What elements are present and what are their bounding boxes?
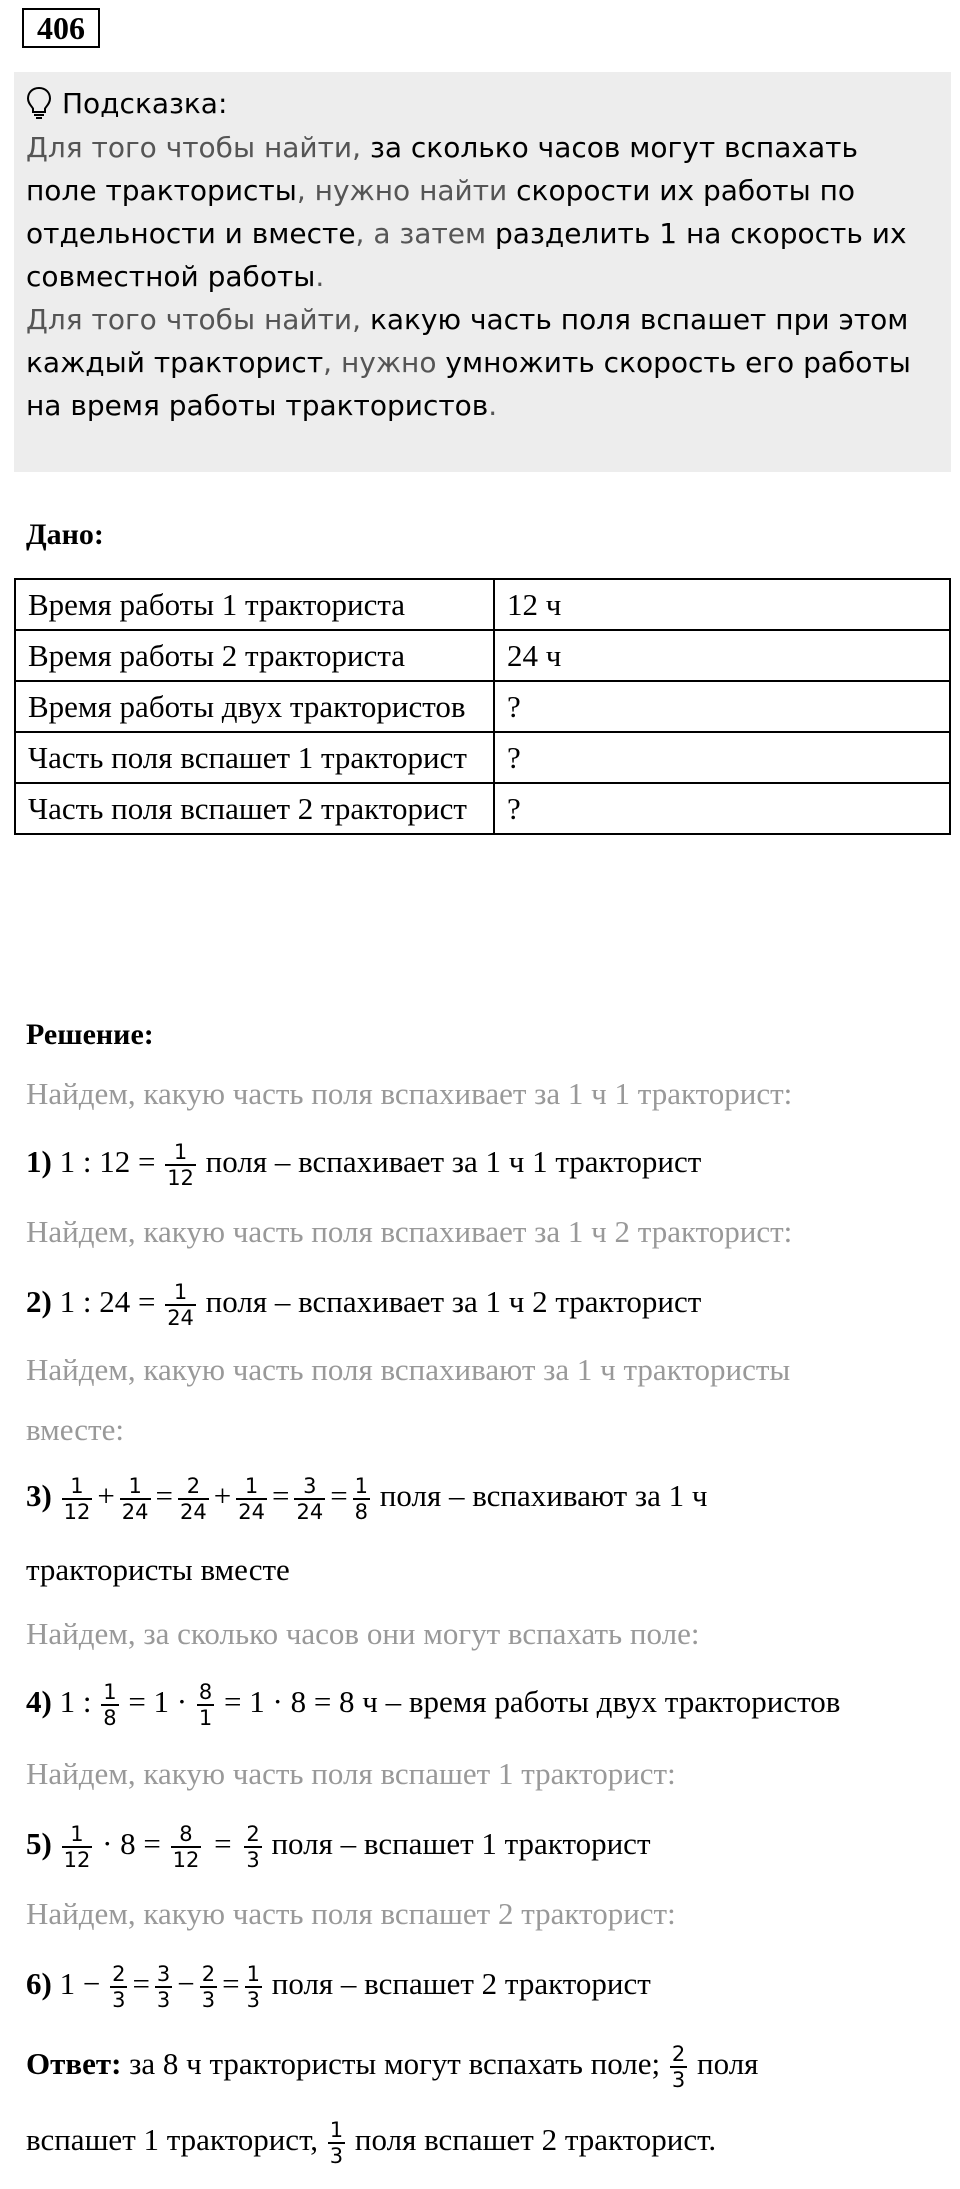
- row-value: ?: [494, 783, 950, 834]
- answer-line-2: [26, 2118, 716, 2168]
- row-name: Часть поля вспашет 1 тракторист: [15, 732, 494, 783]
- step-number: 2): [26, 1284, 52, 1320]
- fraction: $\frac{1}{8}$: [103, 1680, 117, 1730]
- hint-segment: , а затем: [355, 217, 496, 250]
- operator: =: [222, 1966, 240, 2002]
- step-text: = 1 · 8 = 8 ч – время работы двух трактористов: [224, 1684, 841, 1720]
- table-row: [15, 681, 950, 732]
- operator: +: [97, 1478, 115, 1514]
- answer-text: поля: [697, 2046, 759, 2082]
- comment-6: Найдем, какую часть поля вспашет 2 тракторист:: [26, 1896, 676, 1931]
- step-6: [26, 1962, 651, 2012]
- row-name: Часть поля вспашет 2 тракторист: [15, 783, 494, 834]
- hint-segment: .: [488, 389, 498, 422]
- operator: =: [271, 1478, 290, 1514]
- expression: 1 :: [59, 1684, 92, 1720]
- fraction: $\frac{1}{12}$: [167, 1140, 194, 1190]
- row-name: Время работы 2 тракториста: [15, 630, 494, 681]
- row-value: ?: [494, 732, 950, 783]
- comment-5: Найдем, какую часть поля вспашет 1 тракторист:: [26, 1756, 676, 1791]
- answer-text: за 8 ч трактористы могут вспахать поле;: [129, 2046, 661, 2082]
- table-row: [15, 630, 950, 681]
- step-number: 6): [26, 1966, 52, 2002]
- fraction: $\frac{1}{3}$: [329, 2118, 344, 2168]
- hint-segment: за сколько часов могут вспахать поле трактористы: [26, 131, 858, 207]
- comment-2: Найдем, какую часть поля вспахивает за 1 ч 2 тракторист:: [26, 1214, 793, 1249]
- fraction: $\frac{1}{3}$: [246, 1962, 261, 2012]
- step-text: поля – вспахивают за 1 ч: [379, 1478, 708, 1514]
- hint-paragraph-1: [26, 126, 937, 298]
- operator: +: [213, 1478, 232, 1514]
- expression: 1 : 12 =: [59, 1144, 156, 1180]
- hint-paragraph-2: [26, 298, 937, 427]
- row-value: 24 ч: [494, 630, 950, 681]
- step-number: 5): [26, 1826, 52, 1862]
- hint-segment: .: [315, 260, 325, 293]
- hint-segment: Для того чтобы найти,: [26, 303, 370, 336]
- given-heading: Дано:: [26, 518, 104, 551]
- fraction: $\frac{2}{3}$: [246, 1822, 260, 1872]
- expression: 1 : 24 =: [59, 1284, 156, 1320]
- hint-segment: скорости их работы по отдельности и вместе: [26, 174, 856, 250]
- step-text: поля – вспашет 1 тракторист: [271, 1826, 651, 1862]
- hint-segment: Для того чтобы найти,: [26, 131, 370, 164]
- operator: =: [214, 1826, 232, 1862]
- fraction: $\frac{1}{24}$: [167, 1280, 194, 1330]
- hint-segment: , нужно найти: [296, 174, 517, 207]
- step-text: поля – вспахивает за 1 ч 2 тракторист: [205, 1284, 702, 1320]
- expression: = 1 ·: [128, 1684, 188, 1720]
- fraction: $\frac{2}{3}$: [201, 1962, 216, 2012]
- step-5: [26, 1822, 651, 1872]
- table-row: [15, 732, 950, 783]
- hint-segment: какую часть поля вспашет при этом каждый тракторист: [26, 303, 909, 379]
- hint-header: [26, 82, 937, 124]
- fraction: $\frac{8}{12}$: [172, 1822, 200, 1872]
- step-4: [26, 1680, 840, 1730]
- lightbulb-icon: [26, 86, 52, 120]
- row-value: 12 ч: [494, 579, 950, 630]
- fraction: $\frac{2}{24}$: [180, 1474, 207, 1524]
- operator: =: [155, 1478, 174, 1514]
- step-text: поля – вспашет 2 тракторист: [271, 1966, 651, 2002]
- fraction: $\frac{1}{12}$: [63, 1822, 91, 1872]
- step-number: 1): [26, 1144, 52, 1180]
- answer-text: вспашет 1 тракторист,: [26, 2122, 319, 2158]
- fraction: $\frac{2}{3}$: [671, 2042, 686, 2092]
- answer-line-1: [26, 2042, 758, 2092]
- answer-text: поля вспашет 2 тракторист.: [354, 2122, 717, 2158]
- comment-3b: вместе:: [26, 1412, 124, 1447]
- step-number: 4): [26, 1684, 52, 1720]
- fraction: $\frac{1}{12}$: [63, 1474, 91, 1524]
- step-text: поля – вспахивает за 1 ч 1 тракторист: [205, 1144, 702, 1180]
- fraction: $\frac{8}{1}$: [198, 1680, 213, 1730]
- hint-segment: , нужно: [323, 346, 446, 379]
- hint-segment: умножить скорость его работы на время работы трактористов: [26, 346, 911, 422]
- operator: =: [330, 1478, 348, 1514]
- row-name: Время работы 1 тракториста: [15, 579, 494, 630]
- fraction: $\frac{1}{8}$: [354, 1474, 369, 1524]
- hint-title: Подсказка:: [62, 86, 228, 120]
- comment-4: Найдем, за сколько часов они могут вспахать поле:: [26, 1616, 700, 1651]
- given-table: [14, 578, 951, 835]
- fraction: $\frac{1}{24}$: [121, 1474, 149, 1524]
- comment-3a: Найдем, какую часть поля вспахивают за 1 ч трактористы: [26, 1352, 791, 1387]
- hint-box: [14, 72, 951, 472]
- step-3-continued: трактористы вместе: [26, 1552, 290, 1587]
- expression: 1 −: [59, 1966, 101, 2002]
- step-2: [26, 1280, 701, 1330]
- step-number: 3): [26, 1478, 52, 1514]
- table-row: [15, 579, 950, 630]
- operator: −: [177, 1966, 195, 2002]
- hint-segment: разделить 1 на скорость их совместной работы: [26, 217, 907, 293]
- problem-number: 406: [22, 8, 100, 48]
- step-3: [26, 1474, 708, 1524]
- fraction: $\frac{3}{3}$: [156, 1962, 171, 2012]
- expression: · 8 =: [102, 1826, 161, 1862]
- row-name: Время работы двух трактористов: [15, 681, 494, 732]
- solution-heading: Решение:: [26, 1018, 154, 1051]
- answer-label: Ответ:: [26, 2046, 122, 2082]
- fraction: $\frac{2}{3}$: [112, 1962, 126, 2012]
- row-value: ?: [494, 681, 950, 732]
- step-1: [26, 1140, 701, 1190]
- operator: =: [132, 1966, 150, 2002]
- table-row: [15, 783, 950, 834]
- fraction: $\frac{1}{24}$: [238, 1474, 265, 1524]
- fraction: $\frac{3}{24}$: [296, 1474, 324, 1524]
- comment-1: Найдем, какую часть поля вспахивает за 1 ч 1 тракторист:: [26, 1076, 793, 1111]
